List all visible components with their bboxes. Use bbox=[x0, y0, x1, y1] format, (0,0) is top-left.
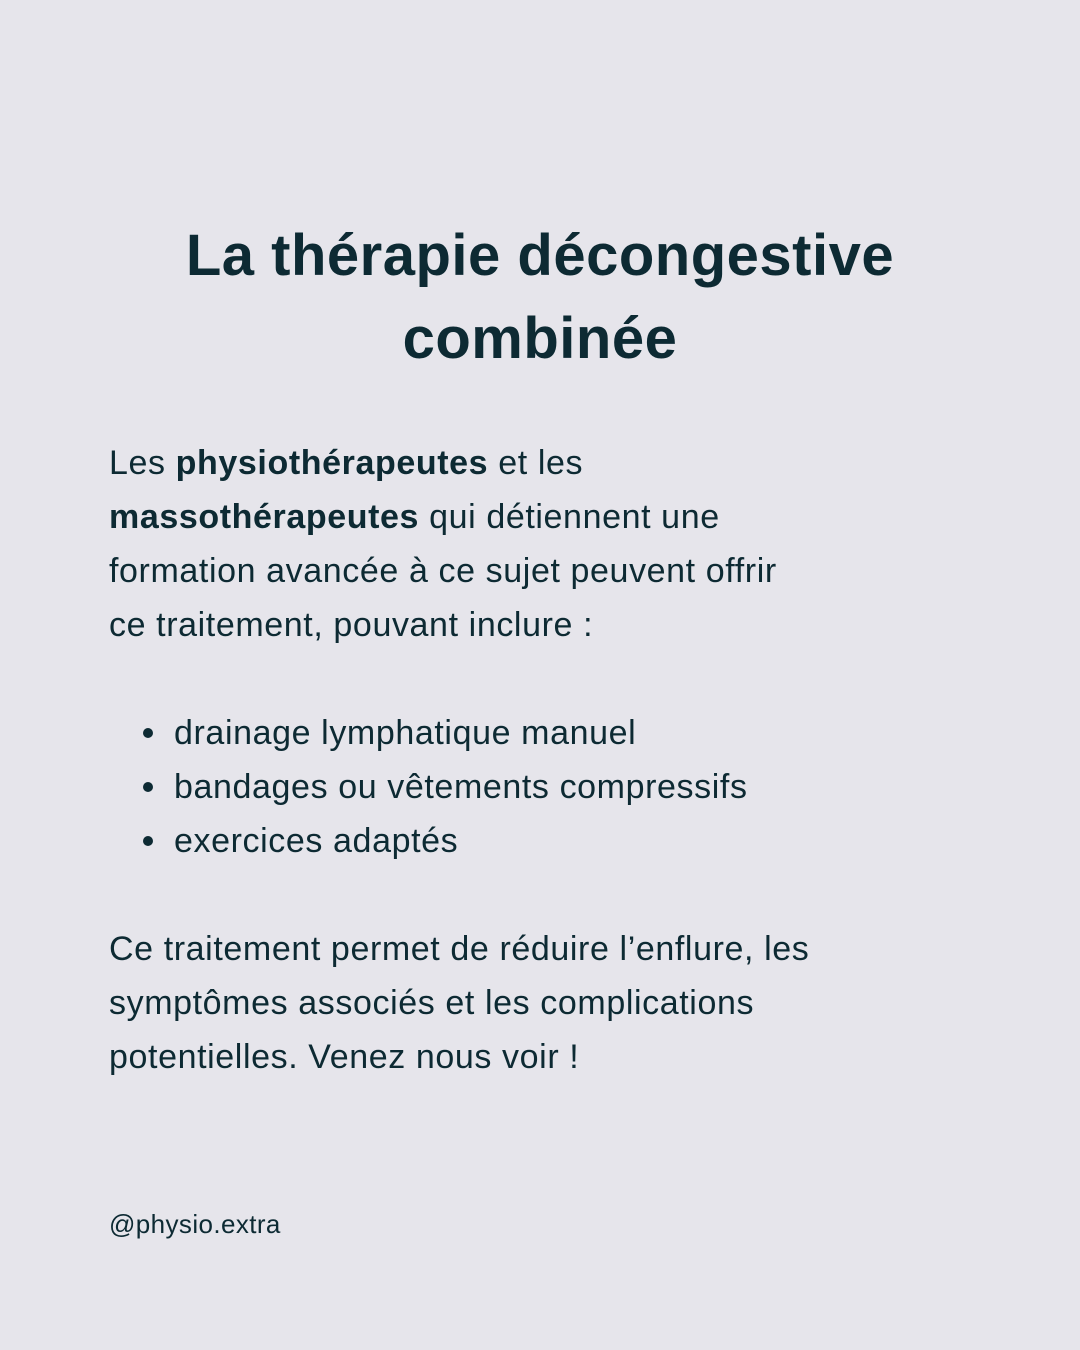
title-line-1: La thérapie décongestive bbox=[185, 223, 895, 288]
social-handle: @physio.extra bbox=[109, 1209, 281, 1239]
treatment-list bbox=[109, 706, 989, 868]
list-item: exercices adaptés bbox=[109, 814, 989, 868]
closing-line-3: potentielles. Venez nous voir ! bbox=[109, 1038, 580, 1076]
closing-line-2: symptômes associés et les complications bbox=[109, 984, 755, 1022]
intro-bold-physiotherapeutes: physiothérapeutes bbox=[175, 444, 489, 482]
intro-paragraph bbox=[109, 436, 989, 652]
intro-text-4: formation avancée à ce sujet peuvent offrir bbox=[109, 552, 777, 590]
list-item: drainage lymphatique manuel bbox=[109, 706, 989, 760]
intro-bold-massotherapeutes: massothérapeutes bbox=[109, 498, 420, 536]
list-item: bandages ou vêtements compressifs bbox=[109, 760, 989, 814]
intro-text-5: ce traitement, pouvant inclure : bbox=[109, 606, 594, 644]
intro-text-1: Les bbox=[109, 444, 176, 482]
closing-line-1: Ce traitement permet de réduire l’enflure, les bbox=[109, 930, 810, 968]
page-title bbox=[60, 214, 1020, 380]
closing-paragraph bbox=[109, 922, 989, 1084]
title-line-2: combinée bbox=[402, 306, 678, 371]
intro-text-2: et les bbox=[488, 444, 584, 482]
intro-text-3: qui détiennent une bbox=[419, 498, 720, 536]
